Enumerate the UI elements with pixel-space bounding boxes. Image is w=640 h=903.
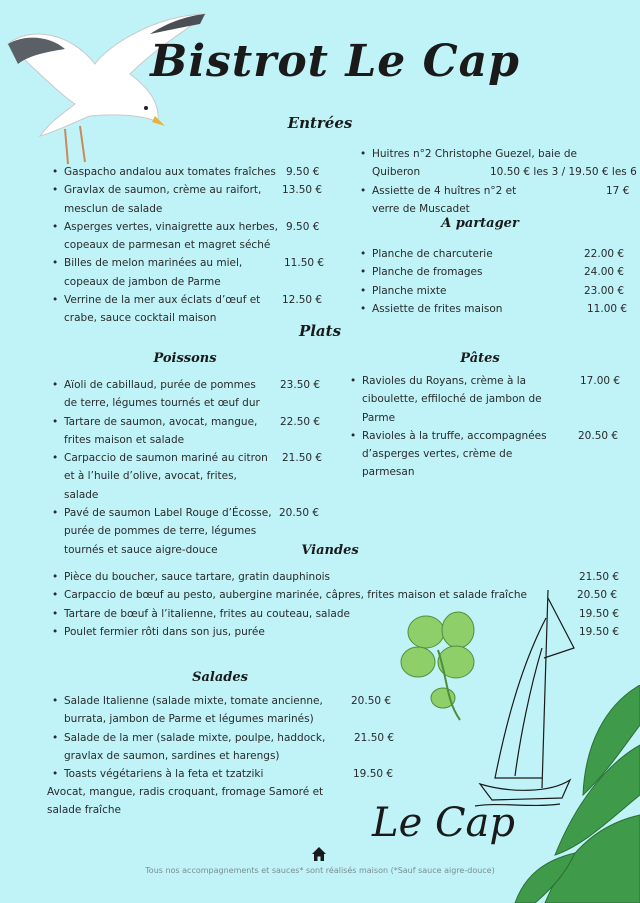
list-item: • Salade de la mer (salade mixte, poulpe, haddock, gravlax de saumon, sardines et harengs) 21.50 €: [50, 729, 395, 766]
entrees-heading: Entrées: [287, 114, 353, 132]
list-item: • Planche mixte 23.00 €: [358, 282, 630, 300]
plats-heading: Plats: [298, 322, 342, 340]
entrees-left-list: [50, 163, 330, 328]
home-icon: [311, 846, 327, 862]
footer-note: Tous nos accompagnements et sauces* sont réalisés maison (*Sauf sauce aigre-douce): [145, 866, 495, 875]
list-item: • Aïoli de cabillaud, purée de pommes de terre, légumes tournés et œuf dur 23.50 €: [50, 376, 330, 413]
poissons-heading: Poissons: [153, 351, 217, 366]
viandes-heading: Viandes: [301, 543, 359, 558]
list-item: • Toasts végétariens à la feta et tzatziki 19.50 €: [50, 765, 395, 783]
list-item: • Assiette de 4 huîtres n°2 et verre de Muscadet 17 €: [358, 182, 630, 219]
list-item: • Huitres n°2 Christophe Guezel, baie de Quiberon 10.50 € les 3 / 19.50 € les 6: [358, 145, 630, 182]
list-item: • Billes de melon marinées au miel, copeaux de jambon de Parme 11.50 €: [50, 254, 330, 291]
list-item: • Assiette de frites maison 11.00 €: [358, 300, 630, 318]
restaurant-title: Bistrot Le Cap: [150, 36, 520, 87]
list-item: • Gaspacho andalou aux tomates fraîches 9.50 €: [50, 163, 330, 181]
entrees-right-list: [358, 145, 637, 218]
a-partager-list: [358, 245, 630, 318]
list-item: • Ravioles du Royans, crème à la ciboulette, effiloché de jambon de Parme 17.00 €: [348, 372, 628, 427]
list-item: • Verrine de la mer aux éclats d’œuf et crabe, sauce cocktail maison 12.50 €: [50, 291, 330, 328]
a-partager-heading: A partager: [441, 216, 519, 231]
list-item: • Tartare de bœuf à l’italienne, frites au couteau, salade 19.50 €: [50, 605, 630, 623]
list-item: • Pièce du boucher, sauce tartare, gratin dauphinois 21.50 €: [50, 568, 630, 586]
list-item: • Carpaccio de bœuf au pesto, aubergine marinée, câpres, frites maison et salade fraîche 20.50 €: [50, 586, 630, 604]
list-item: • Asperges vertes, vinaigrette aux herbes, copeaux de parmesan et magret séché 9.50 €: [50, 218, 330, 255]
list-item: • Gravlax de saumon, crème au raifort, mesclun de salade 13.50 €: [50, 181, 330, 218]
list-item: • Planche de charcuterie 22.00 €: [358, 245, 630, 263]
list-item: • Ravioles à la truffe, accompagnées d’asperges vertes, crème de parmesan 20.50 €: [348, 427, 628, 482]
list-item: • Poulet fermier rôti dans son jus, purée 19.50 €: [50, 623, 630, 641]
salades-extra-text: Avocat, mangue, radis croquant, fromage Samoré et salade fraîche: [47, 786, 324, 817]
list-item: • Planche de fromages 24.00 €: [358, 263, 630, 281]
pates-list: [348, 372, 628, 482]
list-item: • Pavé de saumon Label Rouge d’Écosse, purée de pommes de terre, légumes tournés et sauce aigre-douce 20.50 €: [50, 504, 330, 559]
le-cap-logo-text: Le Cap: [372, 800, 516, 846]
seagull-illustration: [0, 4, 215, 172]
salades-list: [50, 692, 395, 783]
poissons-list: [50, 376, 330, 559]
list-item: • Tartare de saumon, avocat, mangue, frites maison et salade 22.50 €: [50, 413, 330, 450]
pates-heading: Pâtes: [460, 351, 500, 366]
salades-heading: Salades: [192, 670, 248, 685]
list-item: • Carpaccio de saumon mariné au citron et à l’huile d’olive, avocat, frites, salade 21.50 €: [50, 449, 330, 504]
list-item: • Salade Italienne (salade mixte, tomate ancienne, burrata, jambon de Parme et légumes marinés) 20.50 €: [50, 692, 395, 729]
